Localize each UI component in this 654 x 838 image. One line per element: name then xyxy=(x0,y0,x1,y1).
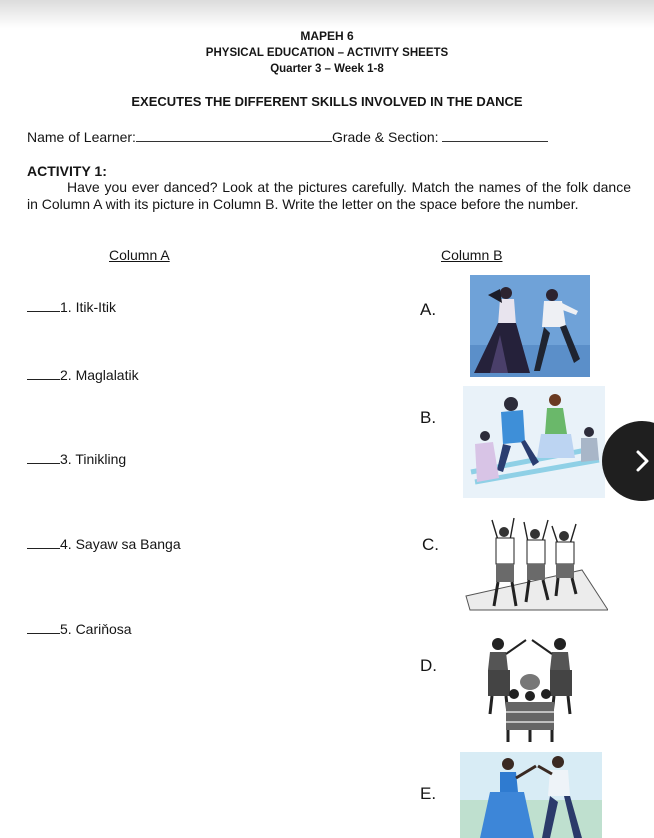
list-item xyxy=(27,536,181,552)
item-text: 2. Maglalatik xyxy=(60,367,139,383)
letter-e: E. xyxy=(420,784,437,803)
answer-blank xyxy=(27,299,60,312)
letter-a: A. xyxy=(420,300,437,319)
answer-blank xyxy=(27,536,60,549)
chevron-right-icon xyxy=(630,449,654,473)
learner-label: Name of Learner: xyxy=(27,129,136,145)
subtitle-heading: PHYSICAL EDUCATION – ACTIVITY SHEETS xyxy=(205,47,449,59)
grade-section-blank xyxy=(442,128,548,142)
list-item xyxy=(27,367,139,383)
letter-d: D. xyxy=(420,656,437,675)
activity-label: ACTIVITY 1: xyxy=(27,163,107,179)
column-a-heading: Column A xyxy=(109,247,170,263)
item-text: 4. Sayaw sa Banga xyxy=(60,536,181,552)
column-b-heading: Column B xyxy=(441,247,503,263)
answer-blank xyxy=(27,451,60,464)
item-text: 5. Cariňosa xyxy=(60,621,132,637)
carinosa-picture xyxy=(460,752,602,838)
activity-instructions: Have you ever danced? Look at the pictures carefully. Match the names of the folk dance in Column A with its picture in Column B. Write the letter on the space before the number. xyxy=(27,179,631,212)
learner-row xyxy=(27,128,548,145)
page-title: EXECUTES THE DIFFERENT SKILLS INVOLVED IN THE DANCE xyxy=(131,94,523,109)
answer-blank xyxy=(27,367,60,380)
item-text: 3. Tinikling xyxy=(60,451,127,467)
next-page-button[interactable] xyxy=(602,421,654,501)
list-item xyxy=(27,451,126,467)
list-item xyxy=(27,621,132,637)
quarter-heading: Quarter 3 – Week 1-8 xyxy=(270,63,384,75)
letter-b: B. xyxy=(420,408,437,427)
item-text: 1. Itik-Itik xyxy=(60,299,117,315)
subject-heading: MAPEH 6 xyxy=(300,29,354,43)
grade-label: Grade & Section: xyxy=(331,129,439,145)
answer-blank xyxy=(27,621,60,634)
list-item xyxy=(27,299,116,315)
sayaw-sa-banga-picture xyxy=(468,630,592,746)
top-shadow xyxy=(0,0,654,28)
tinikling-picture xyxy=(463,386,605,498)
couple-dance-picture xyxy=(470,275,590,377)
letter-c: C. xyxy=(422,535,439,554)
maglalatik-picture xyxy=(462,510,608,614)
learner-name-blank xyxy=(136,128,332,142)
